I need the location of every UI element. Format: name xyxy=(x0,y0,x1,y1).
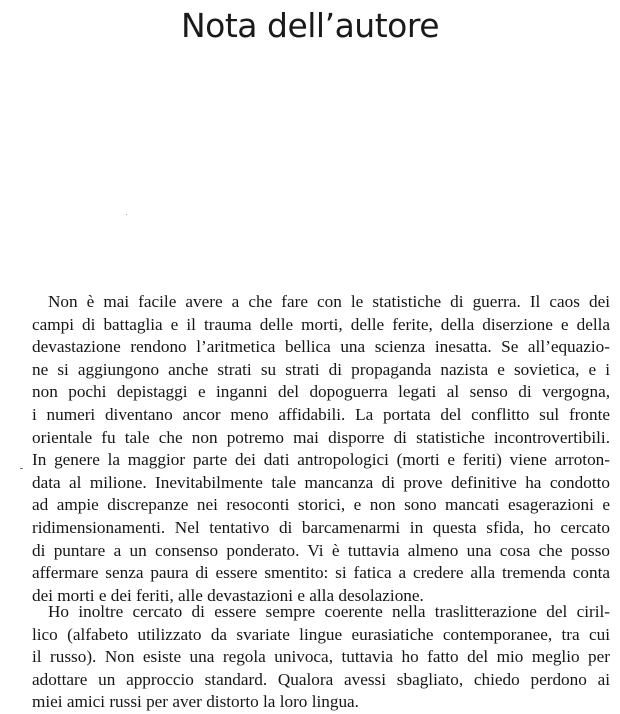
scan-mark xyxy=(20,468,23,469)
text-line: data al milione. Inevitabilmente tale mancanza di prove definitive ha condotto xyxy=(32,472,610,492)
paragraph-2 xyxy=(32,601,610,714)
text-line: Ho inoltre cercato di essere sempre coerente nella traslitterazione del ciril- xyxy=(48,602,610,621)
page-title: Nota dell’autore xyxy=(180,6,439,45)
text-line: orientale fu tale che non potremo mai disporre di statistiche incontrovertibili. xyxy=(32,427,610,447)
text-line: Non è mai facile avere a che fare con le statistiche di guerra. Il caos dei xyxy=(48,292,610,311)
text-line: di puntare a un consenso ponderato. Vi è tuttavia almeno una cosa che posso xyxy=(32,540,610,560)
text-line: adottare un approccio standard. Qualora avessi sbagliato, chiedo perdono ai xyxy=(32,669,610,689)
paragraph-1 xyxy=(32,291,610,607)
text-line: ad ampie discrepanze nei resoconti storici, e non sono mancati esagerazioni e xyxy=(32,495,610,515)
scan-mark xyxy=(126,214,127,215)
text-line: ridimensionamenti. Nel tentativo di barcamenarmi in questa sfida, ho cercato xyxy=(32,517,610,537)
text-line: miei amici russi per aver distorto la loro lingua. xyxy=(32,692,359,712)
text-line: dei morti e dei feriti, alle devastazioni e alla desolazione. xyxy=(32,585,424,605)
text-line: affermare senza paura di essere smentito: si fatica a credere alla tremenda conta xyxy=(32,563,610,583)
text-line: non pochi depistaggi e inganni del dopoguerra legati al senso di vergogna, xyxy=(32,382,610,402)
text-line: campi di battaglia e il trauma delle morti, delle ferite, della diserzione e della xyxy=(32,314,610,334)
text-line: lico (alfabeto utilizzato da svariate lingue eurasiatiche contemporanee, tra cui xyxy=(32,624,610,644)
text-line: il russo). Non esiste una regola univoca, tuttavia ho fatto del mio meglio per xyxy=(32,647,610,667)
text-line: ne si aggiungono anche strati su strati di propaganda nazista e sovietica, e i xyxy=(32,359,610,379)
text-line: In genere la maggior parte dei dati antropologici (morti e feriti) viene arroton- xyxy=(32,450,610,470)
text-line: i numeri diventano ancor meno affidabili. La portata del conflitto sul fronte xyxy=(32,404,610,424)
text-line: devastazione rendono l’aritmetica bellica una scienza inesatta. Se all’equazio- xyxy=(32,337,610,357)
